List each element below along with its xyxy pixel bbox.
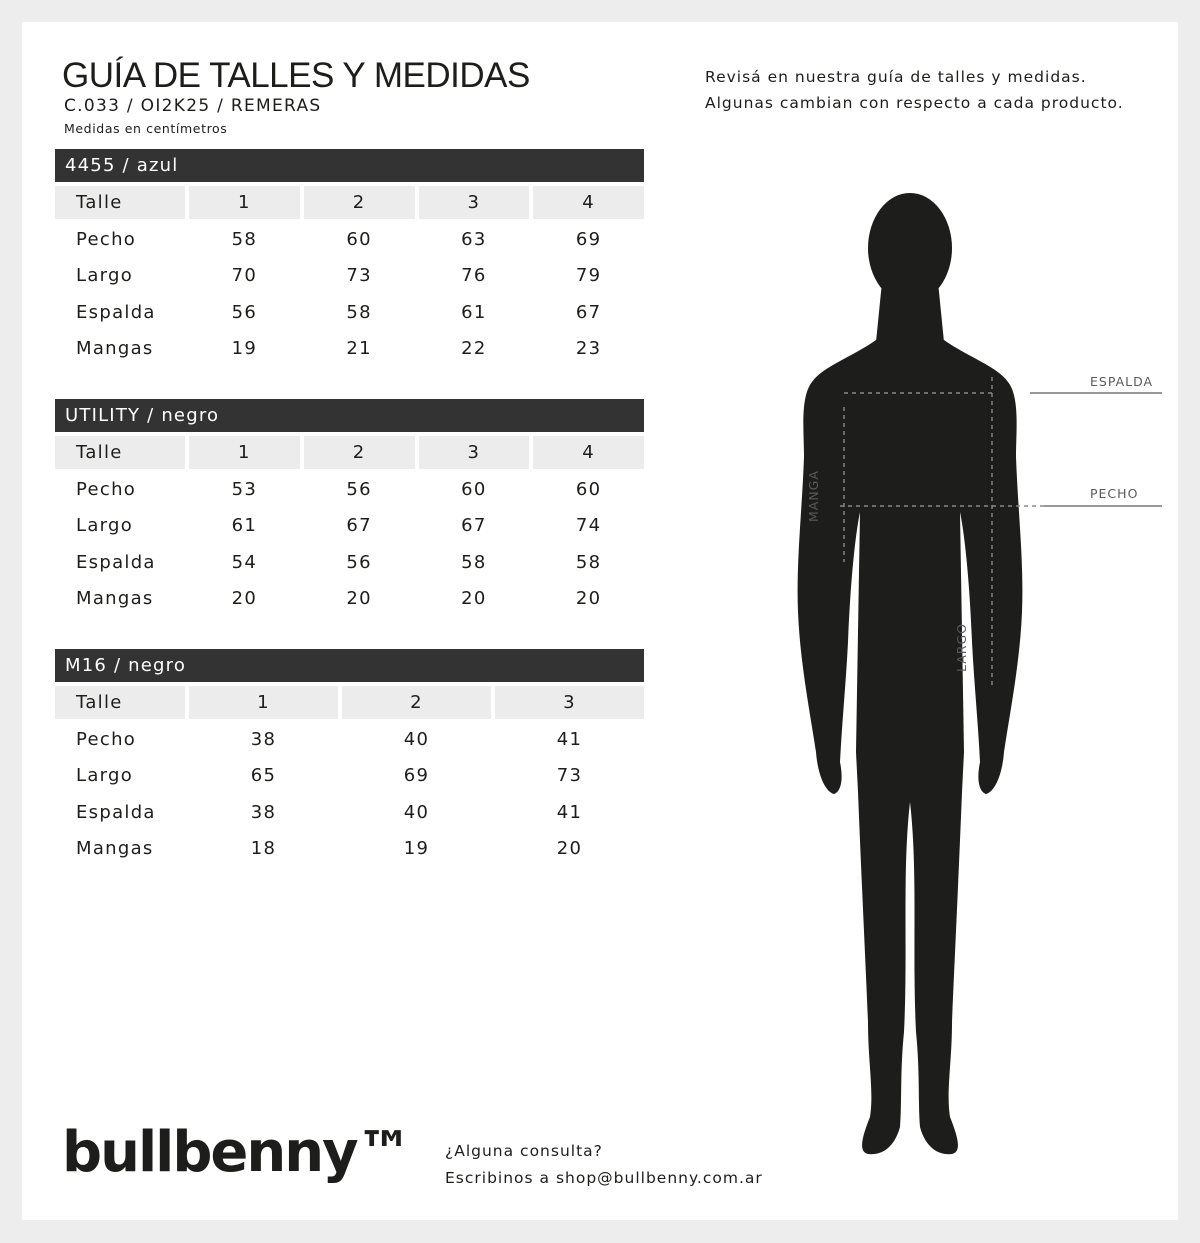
table-row bbox=[55, 508, 644, 545]
table-cell: 67 bbox=[461, 515, 487, 537]
intro-line-2: Algunas cambian con respecto a cada producto. bbox=[705, 94, 1124, 112]
contact-email[interactable]: Escribinos a shop@bullbenny.com.ar bbox=[445, 1169, 763, 1187]
table-cell: 56 bbox=[346, 551, 372, 573]
table-row bbox=[55, 758, 644, 795]
table-row bbox=[55, 221, 644, 258]
table-cell: 60 bbox=[461, 478, 487, 500]
row-label: Pecho bbox=[76, 478, 137, 500]
row-label: Largo bbox=[76, 515, 134, 537]
table-cell: 58 bbox=[231, 228, 258, 250]
table-header-row bbox=[55, 686, 644, 719]
table-row bbox=[55, 831, 644, 868]
column-header: 3 bbox=[495, 686, 644, 719]
units-note: Medidas en centímetros bbox=[64, 121, 228, 136]
pecho-label: PECHO bbox=[1090, 486, 1139, 501]
table-cell: 79 bbox=[575, 265, 602, 287]
table-title: 4455 / azul bbox=[55, 149, 644, 182]
size-guide-sheet bbox=[22, 22, 1178, 1220]
row-label: Largo bbox=[76, 265, 134, 287]
table-cell: 38 bbox=[250, 801, 277, 823]
table-cell: 61 bbox=[231, 515, 258, 537]
table-cell: 74 bbox=[575, 515, 602, 537]
table-title: UTILITY / negro bbox=[55, 399, 644, 432]
table-cell: 70 bbox=[231, 265, 258, 287]
table-cell: 21 bbox=[346, 338, 372, 360]
table-cell: 19 bbox=[403, 838, 430, 860]
table-cell: 58 bbox=[461, 551, 487, 573]
brand-logo: bullbenny™ bbox=[62, 1120, 411, 1185]
manga-label: MANGA bbox=[806, 470, 821, 522]
table-cell: 54 bbox=[231, 551, 258, 573]
intro-line-1: Revisá en nuestra guía de talles y medidas. bbox=[705, 68, 1087, 86]
table-cell: 19 bbox=[231, 338, 258, 360]
table-cell: 61 bbox=[461, 301, 487, 323]
table-cell: 73 bbox=[346, 265, 372, 287]
table-cell: 40 bbox=[403, 728, 430, 750]
row-label: Largo bbox=[76, 765, 134, 787]
table-row bbox=[55, 721, 644, 758]
table-cell: 38 bbox=[250, 728, 277, 750]
collection-subtitle: C.033 / OI2K25 / REMERAS bbox=[64, 96, 322, 116]
intro-text bbox=[705, 64, 1124, 116]
table-cell: 20 bbox=[461, 588, 487, 610]
column-header: 1 bbox=[189, 186, 300, 219]
table-header-row bbox=[55, 186, 644, 219]
row-label: Mangas bbox=[76, 588, 154, 610]
table-row bbox=[55, 581, 644, 618]
column-header: Talle bbox=[55, 436, 185, 469]
table-row bbox=[55, 294, 644, 331]
page-title: GUÍA DE TALLES Y MEDIDAS bbox=[62, 56, 530, 95]
table-cell: 69 bbox=[403, 765, 430, 787]
column-header: 4 bbox=[533, 436, 644, 469]
column-header: Talle bbox=[55, 686, 185, 719]
column-header: Talle bbox=[55, 186, 185, 219]
table-cell: 40 bbox=[403, 801, 430, 823]
table-cell: 58 bbox=[346, 301, 372, 323]
column-header: 1 bbox=[189, 436, 300, 469]
table-cell: 20 bbox=[575, 588, 602, 610]
column-header: 3 bbox=[419, 186, 530, 219]
table-cell: 20 bbox=[556, 838, 583, 860]
table-cell: 60 bbox=[575, 478, 602, 500]
human-silhouette bbox=[782, 192, 1162, 1192]
column-header: 1 bbox=[189, 686, 338, 719]
row-label: Mangas bbox=[76, 838, 154, 860]
row-label: Espalda bbox=[76, 551, 156, 573]
size-table-4455 bbox=[55, 149, 644, 367]
size-table-utility bbox=[55, 399, 644, 617]
table-cell: 69 bbox=[575, 228, 602, 250]
table-cell: 53 bbox=[231, 478, 258, 500]
table-cell: 20 bbox=[231, 588, 258, 610]
table-row bbox=[55, 258, 644, 295]
row-label: Pecho bbox=[76, 728, 137, 750]
contact-question: ¿Alguna consulta? bbox=[445, 1142, 603, 1160]
size-table-m16 bbox=[55, 649, 644, 867]
espalda-label: ESPALDA bbox=[1090, 374, 1154, 389]
table-cell: 67 bbox=[346, 515, 372, 537]
row-label: Espalda bbox=[76, 801, 156, 823]
table-cell: 56 bbox=[346, 478, 372, 500]
contact-info bbox=[445, 1138, 763, 1192]
table-row bbox=[55, 794, 644, 831]
row-label: Espalda bbox=[76, 301, 156, 323]
table-title: M16 / negro bbox=[55, 649, 644, 682]
body-silhouette-figure bbox=[782, 192, 1162, 1192]
table-row bbox=[55, 544, 644, 581]
table-cell: 65 bbox=[250, 765, 277, 787]
table-row bbox=[55, 471, 644, 508]
table-cell: 22 bbox=[461, 338, 487, 360]
table-cell: 63 bbox=[461, 228, 487, 250]
table-header-row bbox=[55, 436, 644, 469]
largo-label: LARGO bbox=[954, 622, 969, 672]
column-header: 2 bbox=[304, 186, 415, 219]
table-cell: 58 bbox=[575, 551, 602, 573]
column-header: 2 bbox=[304, 436, 415, 469]
column-header: 4 bbox=[533, 186, 644, 219]
row-label: Mangas bbox=[76, 338, 154, 360]
table-row bbox=[55, 331, 644, 368]
column-header: 3 bbox=[419, 436, 530, 469]
table-cell: 76 bbox=[461, 265, 487, 287]
column-header: 2 bbox=[342, 686, 491, 719]
table-cell: 73 bbox=[556, 765, 583, 787]
table-cell: 67 bbox=[575, 301, 602, 323]
table-cell: 23 bbox=[575, 338, 602, 360]
row-label: Pecho bbox=[76, 228, 137, 250]
table-cell: 18 bbox=[250, 838, 277, 860]
table-cell: 60 bbox=[346, 228, 372, 250]
table-cell: 41 bbox=[556, 801, 583, 823]
table-cell: 41 bbox=[556, 728, 583, 750]
table-cell: 56 bbox=[231, 301, 258, 323]
table-cell: 20 bbox=[346, 588, 372, 610]
